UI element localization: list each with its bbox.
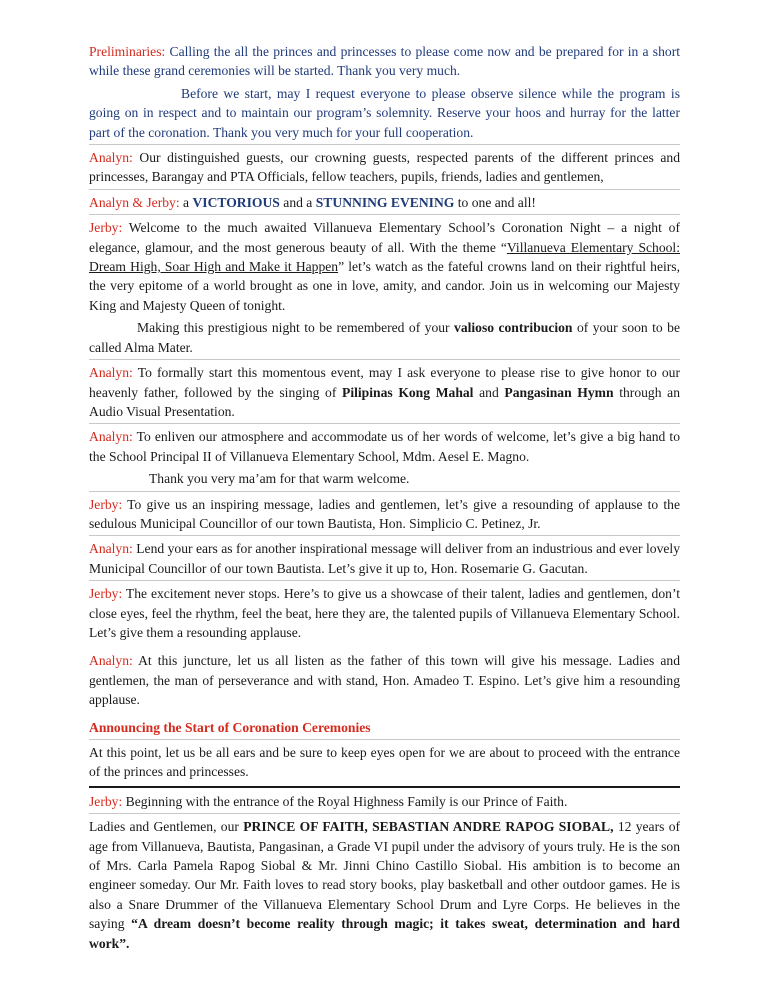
speaker-label: Analyn: xyxy=(89,541,133,557)
speaker-label: Analyn: xyxy=(89,150,133,166)
text-fragment: Making this prestigious night to be remembered of your xyxy=(137,320,450,336)
text-fragment: and a xyxy=(283,194,313,210)
jerby-showcase-paragraph xyxy=(89,584,680,642)
paragraph-text: To give us an inspiring message, ladies and gentlemen, let’s give a resounding of applause to the sedulous Municipal Councillor of our town Bautista, Hon. Simplicio C. Petinez, Jr. xyxy=(89,496,680,531)
analyn-greeting-paragraph xyxy=(89,148,680,190)
duo-greeting-paragraph xyxy=(89,193,680,215)
jerby-welcome-continuation xyxy=(89,318,680,360)
speaker-label: Analyn: xyxy=(89,365,133,381)
theme-text: Villanueva Elementary School: Dream High, Soar High and Make it Happen xyxy=(89,239,680,275)
emphasis-text: valioso contribucion xyxy=(454,320,573,336)
paragraph-text: The excitement never stops. Here’s to give us a showcase of their talent, ladies and gentlemen, don’t close eyes, feel the rhythm, feel the beat, here they are, the talented pupils of Villanueva Elementary School. Let’s give them a resounding applause. xyxy=(89,586,680,640)
speaker-label: Jerby: xyxy=(89,586,123,602)
paragraph-text: Beginning with the entrance of the Royal Highness Family is our Prince of Faith. xyxy=(125,793,568,809)
entrance-intro-paragraph: At this point, let us be all ears and be sure to keep eyes open for we are about to proceed with the entrance of the princes and princesses. xyxy=(89,745,680,780)
paragraph-text: To enliven our atmosphere and accommodate us of her words of welcome, let’s give a big hand to the School Principal II of Villanueva Elementary School, Mdm. Aesel E. Magno. xyxy=(89,429,680,464)
jerby-message-paragraph xyxy=(89,495,680,537)
text-fragment: Ladies and Gentlemen, our xyxy=(89,819,239,835)
analyn-welcome-paragraph xyxy=(89,427,680,466)
text-fragment: of your soon to be called Alma Mater. xyxy=(89,320,680,355)
analyn-message-paragraph xyxy=(89,539,680,581)
analyn-mayor-paragraph xyxy=(89,651,680,709)
divider xyxy=(89,786,680,788)
text-fragment: Welcome to the much awaited Villanueva Elementary School’s Coronation Night – a night of elegance, glamour, and the most generous beauty of all. With the theme “ xyxy=(89,220,680,255)
speaker-label: Analyn: xyxy=(89,653,133,669)
analyn-prayer-paragraph xyxy=(89,363,680,424)
emphasis-text: PRINCE OF FAITH, SEBASTIAN ANDRE RAPOG SIOBAL, xyxy=(243,819,614,835)
prince-of-faith-paragraph xyxy=(89,817,680,953)
speaker-label: Analyn & Jerby: xyxy=(89,194,180,210)
emphasis-text: Pangasinan Hymn xyxy=(504,384,614,400)
paragraph-text: Calling the all the princes and princesses to please come now and be prepared for in a short while these grand ceremonies will be started. Thank you very much. xyxy=(89,44,680,79)
speaker-label: Preliminaries: xyxy=(89,44,166,59)
section-heading: Announcing the Start of Coronation Ceremonies xyxy=(89,718,680,740)
paragraph-text: Lend your ears as for another inspirational message will deliver from an industrious and ever lovely Municipal Councillor of our town Bautista. Let’s give it up to, Hon. Rosemarie G. Gacutan. xyxy=(89,541,680,576)
emphasis-text: VICTORIOUS xyxy=(192,194,280,210)
speaker-label: Jerby: xyxy=(89,496,123,512)
emphasis-text: STUNNING EVENING xyxy=(315,194,455,210)
paragraph-text: At this juncture, let us all listen as the father of this town will give his message. Ladies and gentlemen, the man of perseverance and with stand, Hon. Amadeo T. Espino. Let’s give him a resounding applause. xyxy=(89,653,680,708)
text-fragment: through an Audio Visual Presentation. xyxy=(89,384,680,419)
text-fragment: To formally start this momentous event, may I ask everyone to please rise to give honor to our heavenly father, followed by the singing of xyxy=(89,365,681,400)
paragraph-text: Our distinguished guests, our crowning guests, respected parents of the different princes and princesses, Barangay and PTA Officials, fellow teachers, pupils, friends, ladies and gentlemen, xyxy=(89,150,680,185)
preliminaries-paragraph xyxy=(89,42,680,81)
speaker-label: Jerby: xyxy=(89,220,123,236)
text-fragment: 12 years of age from Villanueva, Bautista, Pangasinan, a Grade VI pupil under the advisory of yours truly. He is the son of Mrs. Carla Pamela Rapog Siobal & Mr. Jinni Chino Castillo Siobal. His ambition is to become an engineer someday. Our Mr. Faith loves to read story books, play basketball and other outdoor games. He is also a Snare Drummer of the Villanueva Elementary School Drum and Lyre Corps. He believes in the saying xyxy=(89,819,681,932)
jerby-welcome-paragraph xyxy=(89,218,680,315)
text-fragment: a xyxy=(183,194,190,210)
speaker-label: Analyn: xyxy=(89,429,133,445)
quote-text: “A dream doesn’t become reality through magic; it takes sweat, determination and hard work”. xyxy=(89,916,680,951)
analyn-welcome-continuation: Thank you very ma’am for that warm welcome. xyxy=(89,469,680,491)
emphasis-text: Pilipinas Kong Mahal xyxy=(342,384,474,400)
text-fragment: to one and all! xyxy=(457,194,536,210)
text-fragment: ” let’s watch as the fateful crowns land on their rightful heirs, the very epitome of a world brought as one in love, amity, and candor. Join us in welcoming our Majesty King and Majesty Queen of tonight. xyxy=(89,259,680,313)
preliminaries-continuation: Before we start, may I request everyone to please observe silence while the program is going on in respect and to maintain our program’s solemnity. Reserve your hoos and hurray for the latter part of the coronation. Thank you very much for your full cooperation. xyxy=(89,84,680,145)
jerby-entrance-paragraph xyxy=(89,792,680,814)
text-fragment: and xyxy=(479,384,499,400)
speaker-label: Jerby: xyxy=(89,793,123,809)
